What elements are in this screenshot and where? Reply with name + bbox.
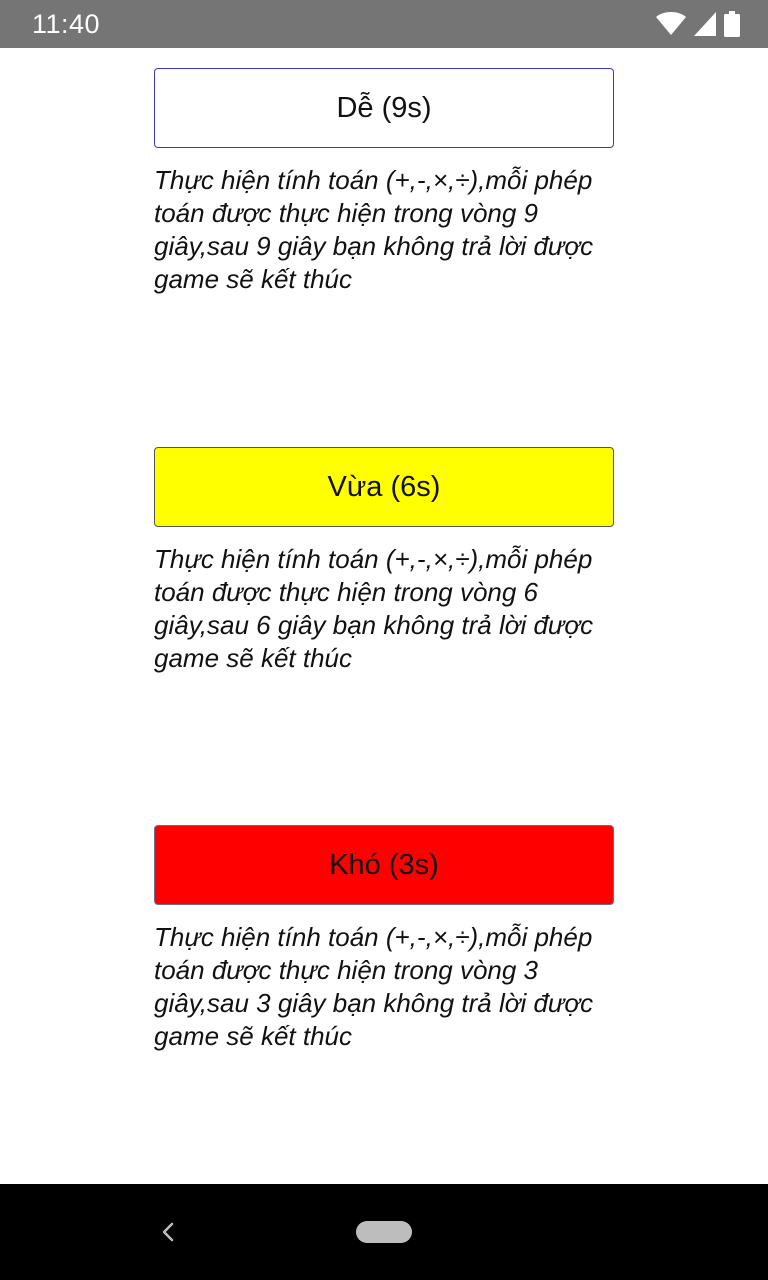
home-pill-icon[interactable] bbox=[356, 1221, 412, 1243]
level-hard bbox=[154, 825, 614, 1053]
hard-level-description: Thực hiện tính toán (+,-,×,÷),mỗi phép toán được thực hiện trong vòng 3 giây,sau 3 giây bạn không trả lời được game sẽ kết thúc bbox=[154, 922, 594, 1051]
level-medium bbox=[154, 447, 614, 675]
wifi-icon bbox=[656, 12, 686, 36]
easy-level-button[interactable]: Dễ (9s) bbox=[154, 68, 614, 148]
status-bar bbox=[0, 0, 768, 48]
battery-icon bbox=[724, 11, 740, 37]
status-icons bbox=[656, 10, 740, 38]
back-icon[interactable] bbox=[154, 1218, 182, 1246]
level-selection bbox=[0, 48, 768, 1184]
status-time: 11:40 bbox=[32, 9, 101, 39]
hard-level-button[interactable]: Khó (3s) bbox=[154, 825, 614, 905]
navigation-bar bbox=[0, 1184, 768, 1280]
easy-level-description: Thực hiện tính toán (+,-,×,÷),mỗi phép toán được thực hiện trong vòng 9 giây,sau 9 giây bạn không trả lời được game sẽ kết thúc bbox=[154, 165, 594, 294]
medium-level-description: Thực hiện tính toán (+,-,×,÷),mỗi phép toán được thực hiện trong vòng 6 giây,sau 6 giây bạn không trả lời được game sẽ kết thúc bbox=[154, 544, 594, 673]
cell-signal-icon bbox=[694, 12, 716, 36]
level-easy bbox=[154, 68, 614, 296]
medium-level-button[interactable]: Vừa (6s) bbox=[154, 447, 614, 527]
